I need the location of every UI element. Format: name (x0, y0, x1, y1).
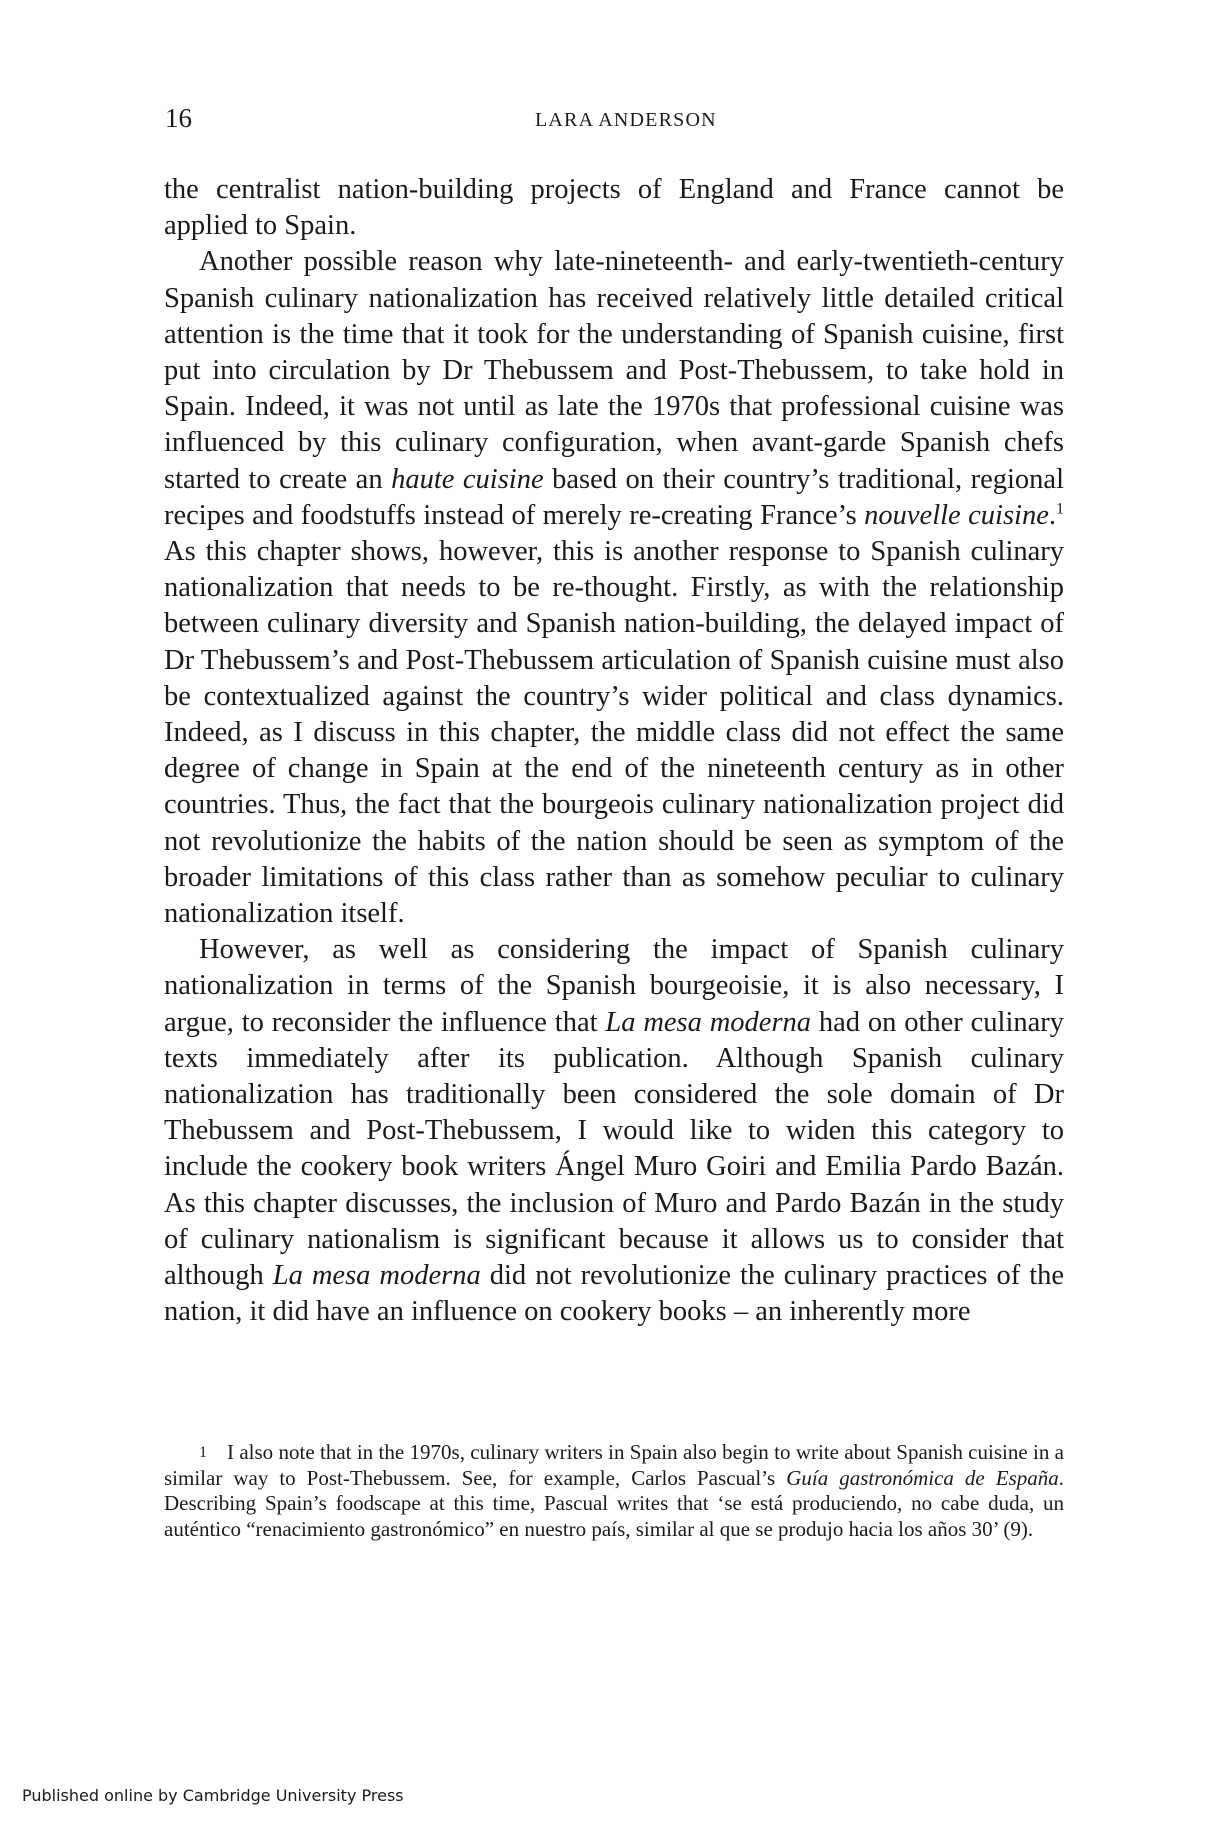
footnote-reference[interactable]: 1 (1056, 500, 1064, 518)
paragraph-3-italic-2: La mesa moderna (272, 1260, 481, 1292)
footnote (164, 1440, 1064, 1542)
footnote-number: 1 (199, 1444, 207, 1461)
paragraph-2-text-d: As this chapter shows, however, this is another response to Spanish culinary nationalization that needs to be re-thought. Firstly, as with the relationship between culinary diversity and Spanish nation-building, the delayed impact of Dr Thebussem’s and Post-Thebussem articulation of Spanish cuisine must also be contextualized against the country’s wider political and class dynamics. Indeed, as I discuss in this chapter, the middle class did not effect the same degree of change in Spain at the end of the nineteenth century as in other countries. Thus, the fact that the bourgeois culinary nationalization project did not revolutionize the habits of the nation should be seen as symptom of the broader limitations of this class rather than as somehow peculiar to culinary nationalization itself. (164, 536, 1064, 930)
footnote-text-b: . Describing Spain’s foodscape at this time, Pascual writes that ‘se está produciendo, no cabe duda, un auténtico “renacimiento gastronómico” en nuestro país, similar al que se produjo hacia los años 30’ (9). (164, 1465, 1064, 1541)
footnotes (164, 1440, 1064, 1542)
footnote-text-a: I also note that in the 1970s, culinary writers in Spain also begin to write about Spanish cuisine in a similar way to Post-Thebussem. See, for example, Carlos Pascual’s (164, 1440, 1064, 1490)
paragraph-2-text-c: . (1048, 499, 1056, 531)
paragraph-3-text-c: did not revolutionize the culinary practices of the nation, it did have an influence on cookery books – an inherently more (164, 1260, 1065, 1328)
paragraph-2-italic-1: haute cuisine (391, 463, 544, 495)
body-text (164, 172, 1064, 1331)
paragraph-2-text-b: based on their country’s traditional, regional recipes and foodstuffs instead of merely re-creating France’s (164, 463, 1065, 531)
paragraph-2 (164, 244, 1064, 932)
running-head: LARA ANDERSON (535, 109, 717, 131)
paragraph-2-italic-2: nouvelle cuisine (864, 499, 1049, 531)
paragraph-2-text-a: Another possible reason why late-nineteenth- and early-twentieth-century Spanish culinary nationalization has received relatively little detailed critical attention is the time that it took for the understanding of Spanish cuisine, first put into circulation by Dr Thebussem and Post-Thebussem, to take hold in Spain. Indeed, it was not until as late the 1970s that professional cuisine was influenced by this culinary configuration, when avant-garde Spanish chefs started to create an (164, 246, 1064, 495)
paragraph-3-text-a: However, as well as considering the impact of Spanish culinary nationalization in terms of the Spanish bourgeoisie, it is also necessary, I argue, to reconsider the influence that (164, 934, 1064, 1038)
paragraph-3 (164, 932, 1064, 1330)
paragraph-3-text-b: had on other culinary texts immediately after its publication. Although Spanish culinary nationalization has traditionally been considered the sole domain of Dr Thebussem and Post-Thebussem, I would like to widen this category to include the cookery book writers Ángel Muro Goiri and Emilia Pardo Bazán. As this chapter discusses, the inclusion of Muro and Pardo Bazán in the study of culinary nationalism is significant because it allows us to consider that although (164, 1006, 1065, 1292)
published-notice: Published online by Cambridge University Press (22, 1786, 404, 1805)
footnote-italic: Guía gastronómica de España (786, 1465, 1059, 1490)
paragraph-1: the centralist nation-building projects of England and France cannot be applied to Spain. (164, 174, 1064, 242)
page-number: 16 (165, 103, 192, 133)
paragraph-3-italic-1: La mesa moderna (605, 1006, 812, 1038)
